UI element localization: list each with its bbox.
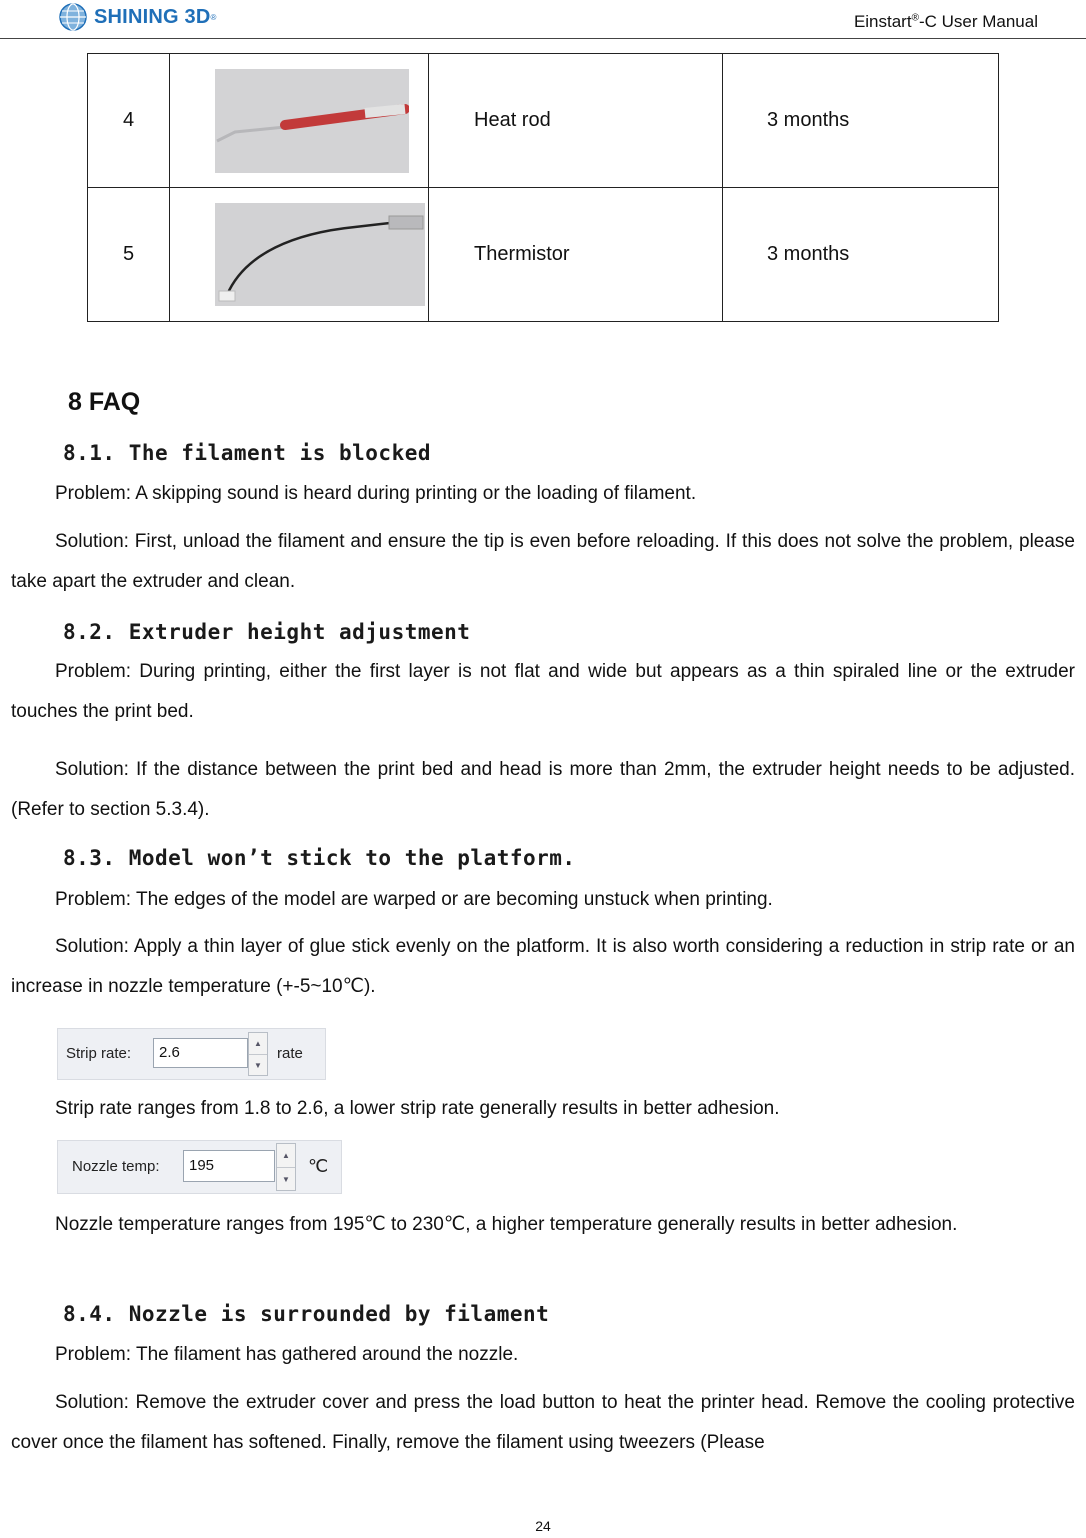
nozzle-temp-note: Nozzle temperature ranges from 195℃ to 230℃, a higher temperature generally results in better adhesion.	[55, 1214, 958, 1235]
section-heading-8-4: 8.4. Nozzle is surrounded by filament	[63, 1302, 550, 1326]
shining3d-logo	[58, 1, 216, 33]
part-life: 3 months	[723, 54, 999, 188]
manual-title	[854, 12, 1038, 32]
part-image-cell	[170, 54, 429, 188]
solution-text: Solution: Apply a thin layer of glue stick evenly on the platform. It is also worth considering a reduction in strip rate or an increase in nozzle temperature (+-5~10℃).	[11, 936, 1075, 997]
nozzle-temp-unit: ℃	[308, 1156, 329, 1176]
spin-down-icon[interactable]: ▼	[254, 1061, 262, 1070]
spin-up-icon[interactable]: ▲	[277, 1144, 295, 1168]
strip-rate-input[interactable]: 2.6	[153, 1038, 248, 1068]
nozzle-temp-label: Nozzle temp:	[72, 1158, 160, 1175]
part-name: Thermistor	[429, 188, 723, 322]
consumable-parts-table	[87, 53, 999, 322]
solution-text: Solution: If the distance between the print bed and head is more than 2mm, the extruder height needs to be adjusted. (Refer to section 5.3.4).	[11, 759, 1075, 820]
part-name: Heat rod	[429, 54, 723, 188]
problem-text: Problem: The edges of the model are warped or are becoming unstuck when printing.	[55, 889, 773, 910]
heat-rod-photo	[215, 69, 409, 173]
part-life: 3 months	[723, 188, 999, 322]
section-heading-8-2: 8.2. Extruder height adjustment	[63, 620, 471, 644]
logo-text: SHINING 3D	[94, 5, 211, 28]
strip-rate-unit: rate	[277, 1045, 303, 1062]
strip-rate-screenshot	[57, 1028, 326, 1080]
table-row	[88, 188, 999, 322]
problem-text: Problem: During printing, either the first layer is not flat and wide but appears as a thin spiraled line or the extruder touches the print bed.	[11, 661, 1075, 722]
problem-text: Problem: A skipping sound is heard during printing or the loading of filament.	[55, 483, 697, 504]
nozzle-temp-screenshot	[57, 1140, 342, 1194]
part-image-cell	[170, 188, 429, 322]
section-heading-8-3: 8.3. Model won’t stick to the platform.	[63, 846, 576, 870]
nozzle-temp-stepper[interactable]	[276, 1143, 296, 1191]
spin-up-icon[interactable]: ▲	[249, 1033, 267, 1055]
row-number: 4	[88, 54, 170, 188]
spin-down-icon[interactable]: ▼	[282, 1175, 290, 1184]
table-row	[88, 54, 999, 188]
page-number: 24	[535, 1518, 551, 1534]
strip-rate-label: Strip rate:	[66, 1045, 132, 1062]
nozzle-temp-input[interactable]: 195	[183, 1150, 275, 1182]
manual-brand: Einstart	[853, 12, 912, 31]
solution-text: Solution: Remove the extruder cover and press the load button to heat the printer head. Remove the cooling protective cover once the filament has softened. Finally, remove the filament using tweezers (Please	[11, 1392, 1075, 1453]
strip-rate-stepper[interactable]	[248, 1032, 268, 1076]
row-number: 5	[88, 188, 170, 322]
manual-suffix: -C User Manual	[918, 12, 1038, 31]
section-heading-8-1: 8.1. The filament is blocked	[63, 441, 432, 465]
logo-registered-mark: ®	[210, 12, 217, 22]
thermistor-photo	[215, 203, 425, 306]
solution-text: Solution: First, unload the filament and ensure the tip is even before reloading. If this does not solve the problem, please take apart the extruder and clean.	[11, 531, 1075, 592]
faq-title: 8 FAQ	[68, 388, 141, 416]
problem-text: Problem: The filament has gathered around the nozzle.	[55, 1344, 519, 1365]
manual-registered-mark: ®	[911, 12, 919, 24]
page-header	[0, 0, 1086, 39]
globe-logo-icon	[58, 2, 88, 32]
strip-rate-note: Strip rate ranges from 1.8 to 2.6, a lower strip rate generally results in better adhesion.	[55, 1098, 780, 1119]
